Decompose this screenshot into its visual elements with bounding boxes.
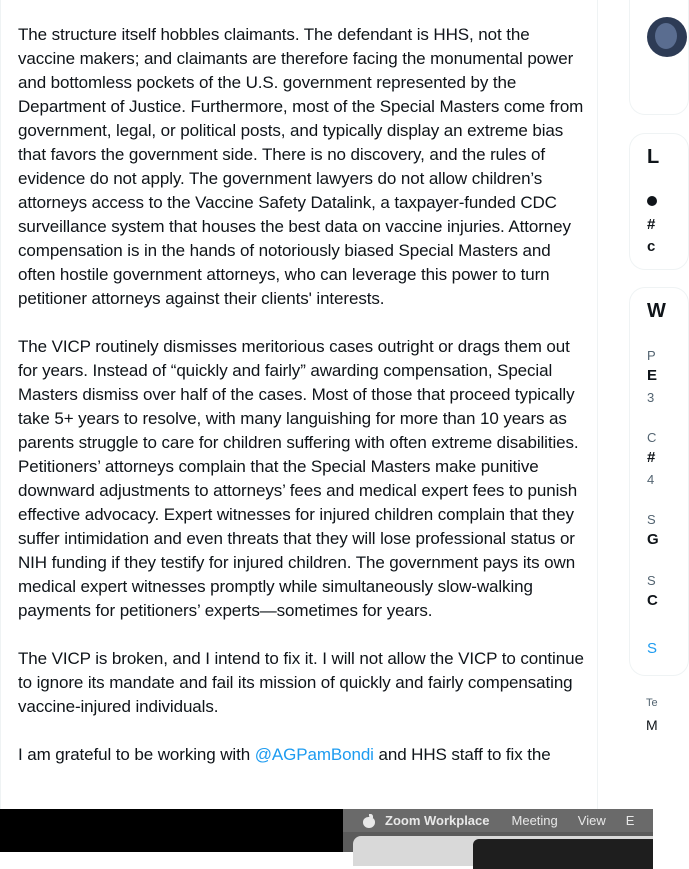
black-overlay-bar (0, 809, 343, 852)
tweet-paragraph-1: The structure itself hobbles claimants. The defendant is HHS, not the vaccine makers; and claimants are therefore facing the monumental power and bottomless pockets of the U.S. government represented by the Department of Justice. Furthermore, most of the Special Masters come from government, legal, or political posts, and typically display an extreme bias that favors the government side. There is no discovery, and the rules of evidence do not apply. The government lawyers do not allow children’s attorneys access to the Vaccine Safety Datalink, a taxpayer-funded CDC surveillance system that houses the best data on vaccine injuries. Attorney compensation is in the hands of notoriously biased Special Masters and often hostile government attorneys, who can leverage this power to turn petitioner attorneys against their clients' interests. (18, 25, 584, 308)
tweet-paragraph-4-end: and HHS staff to fix the (373, 745, 551, 764)
trend-label: S (647, 573, 656, 588)
menu-meeting[interactable]: Meeting (511, 813, 558, 828)
tweet-paragraph-4-start: I am grateful to be working with (18, 745, 255, 764)
sidebar-live-card (629, 133, 689, 270)
trend-title: G (647, 531, 659, 548)
zoom-dark-panel (473, 839, 653, 869)
footer-link-terms[interactable]: Te (646, 697, 658, 709)
tweet-paragraph-4 (18, 743, 590, 767)
tweet-paragraph-2: The VICP routinely dismisses meritorious cases outright or drags them out for years. Instead of “quickly and fairly” awarding compensation, Special Masters dismiss over half of the cases. Most of those that proceed typically take 5+ years to resolve, with many languishing for more than 10 years as parents struggle to care for children suffering with often extreme disabilities. Petitioners’ attorneys complain that the Special Masters make punitive downward adjustments to attorneys’ fees and medical expert fees to punish effective advocacy. Expert witnesses for injured children complain that they suffer intimidation and even threats that they will lose professional status or NIH funding if they testify for injured children. The government pays its own medical expert witnesses promptly while simultaneously slow-walking payments for petitioners’ experts—sometimes for years. (18, 337, 579, 620)
live-card-heading: L (647, 146, 660, 168)
avatar-photo (655, 23, 677, 49)
footer-link-more[interactable]: M (646, 717, 658, 733)
live-card-line-1[interactable]: # (647, 216, 656, 233)
trend-title: E (647, 367, 658, 384)
mention-link-agpambondi[interactable]: @AGPamBondi (254, 745, 374, 764)
trend-label: S (647, 512, 656, 527)
trend-title: # (647, 449, 656, 466)
zoom-screen-share (343, 809, 653, 852)
trend-meta: 4 (647, 472, 655, 487)
trend-meta: 3 (647, 390, 655, 405)
tweet-paragraph-3: The VICP is broken, and I intend to fix it. I will not allow the VICP to continue to ignore its mandate and fail its mission of quickly and fairly compensating vaccine-injured individuals. (18, 649, 584, 716)
trend-title: C (647, 592, 658, 609)
menu-app-zoom[interactable]: Zoom Workplace (385, 813, 490, 828)
trend-label: P (647, 348, 656, 363)
menu-view[interactable]: View (577, 813, 606, 828)
show-more-link[interactable]: S (647, 640, 658, 657)
sidebar-profile-card (629, 0, 689, 115)
menu-edit[interactable]: E (625, 813, 635, 828)
sidebar-trends-card (629, 287, 689, 676)
trend-label: C (647, 430, 657, 445)
mac-menubar (343, 809, 653, 832)
avatar[interactable] (647, 17, 687, 57)
live-avatar-icon (647, 196, 657, 206)
tweet-body (18, 23, 590, 791)
live-card-line-2[interactable]: c (647, 238, 656, 255)
trends-card-heading: W (647, 300, 666, 322)
